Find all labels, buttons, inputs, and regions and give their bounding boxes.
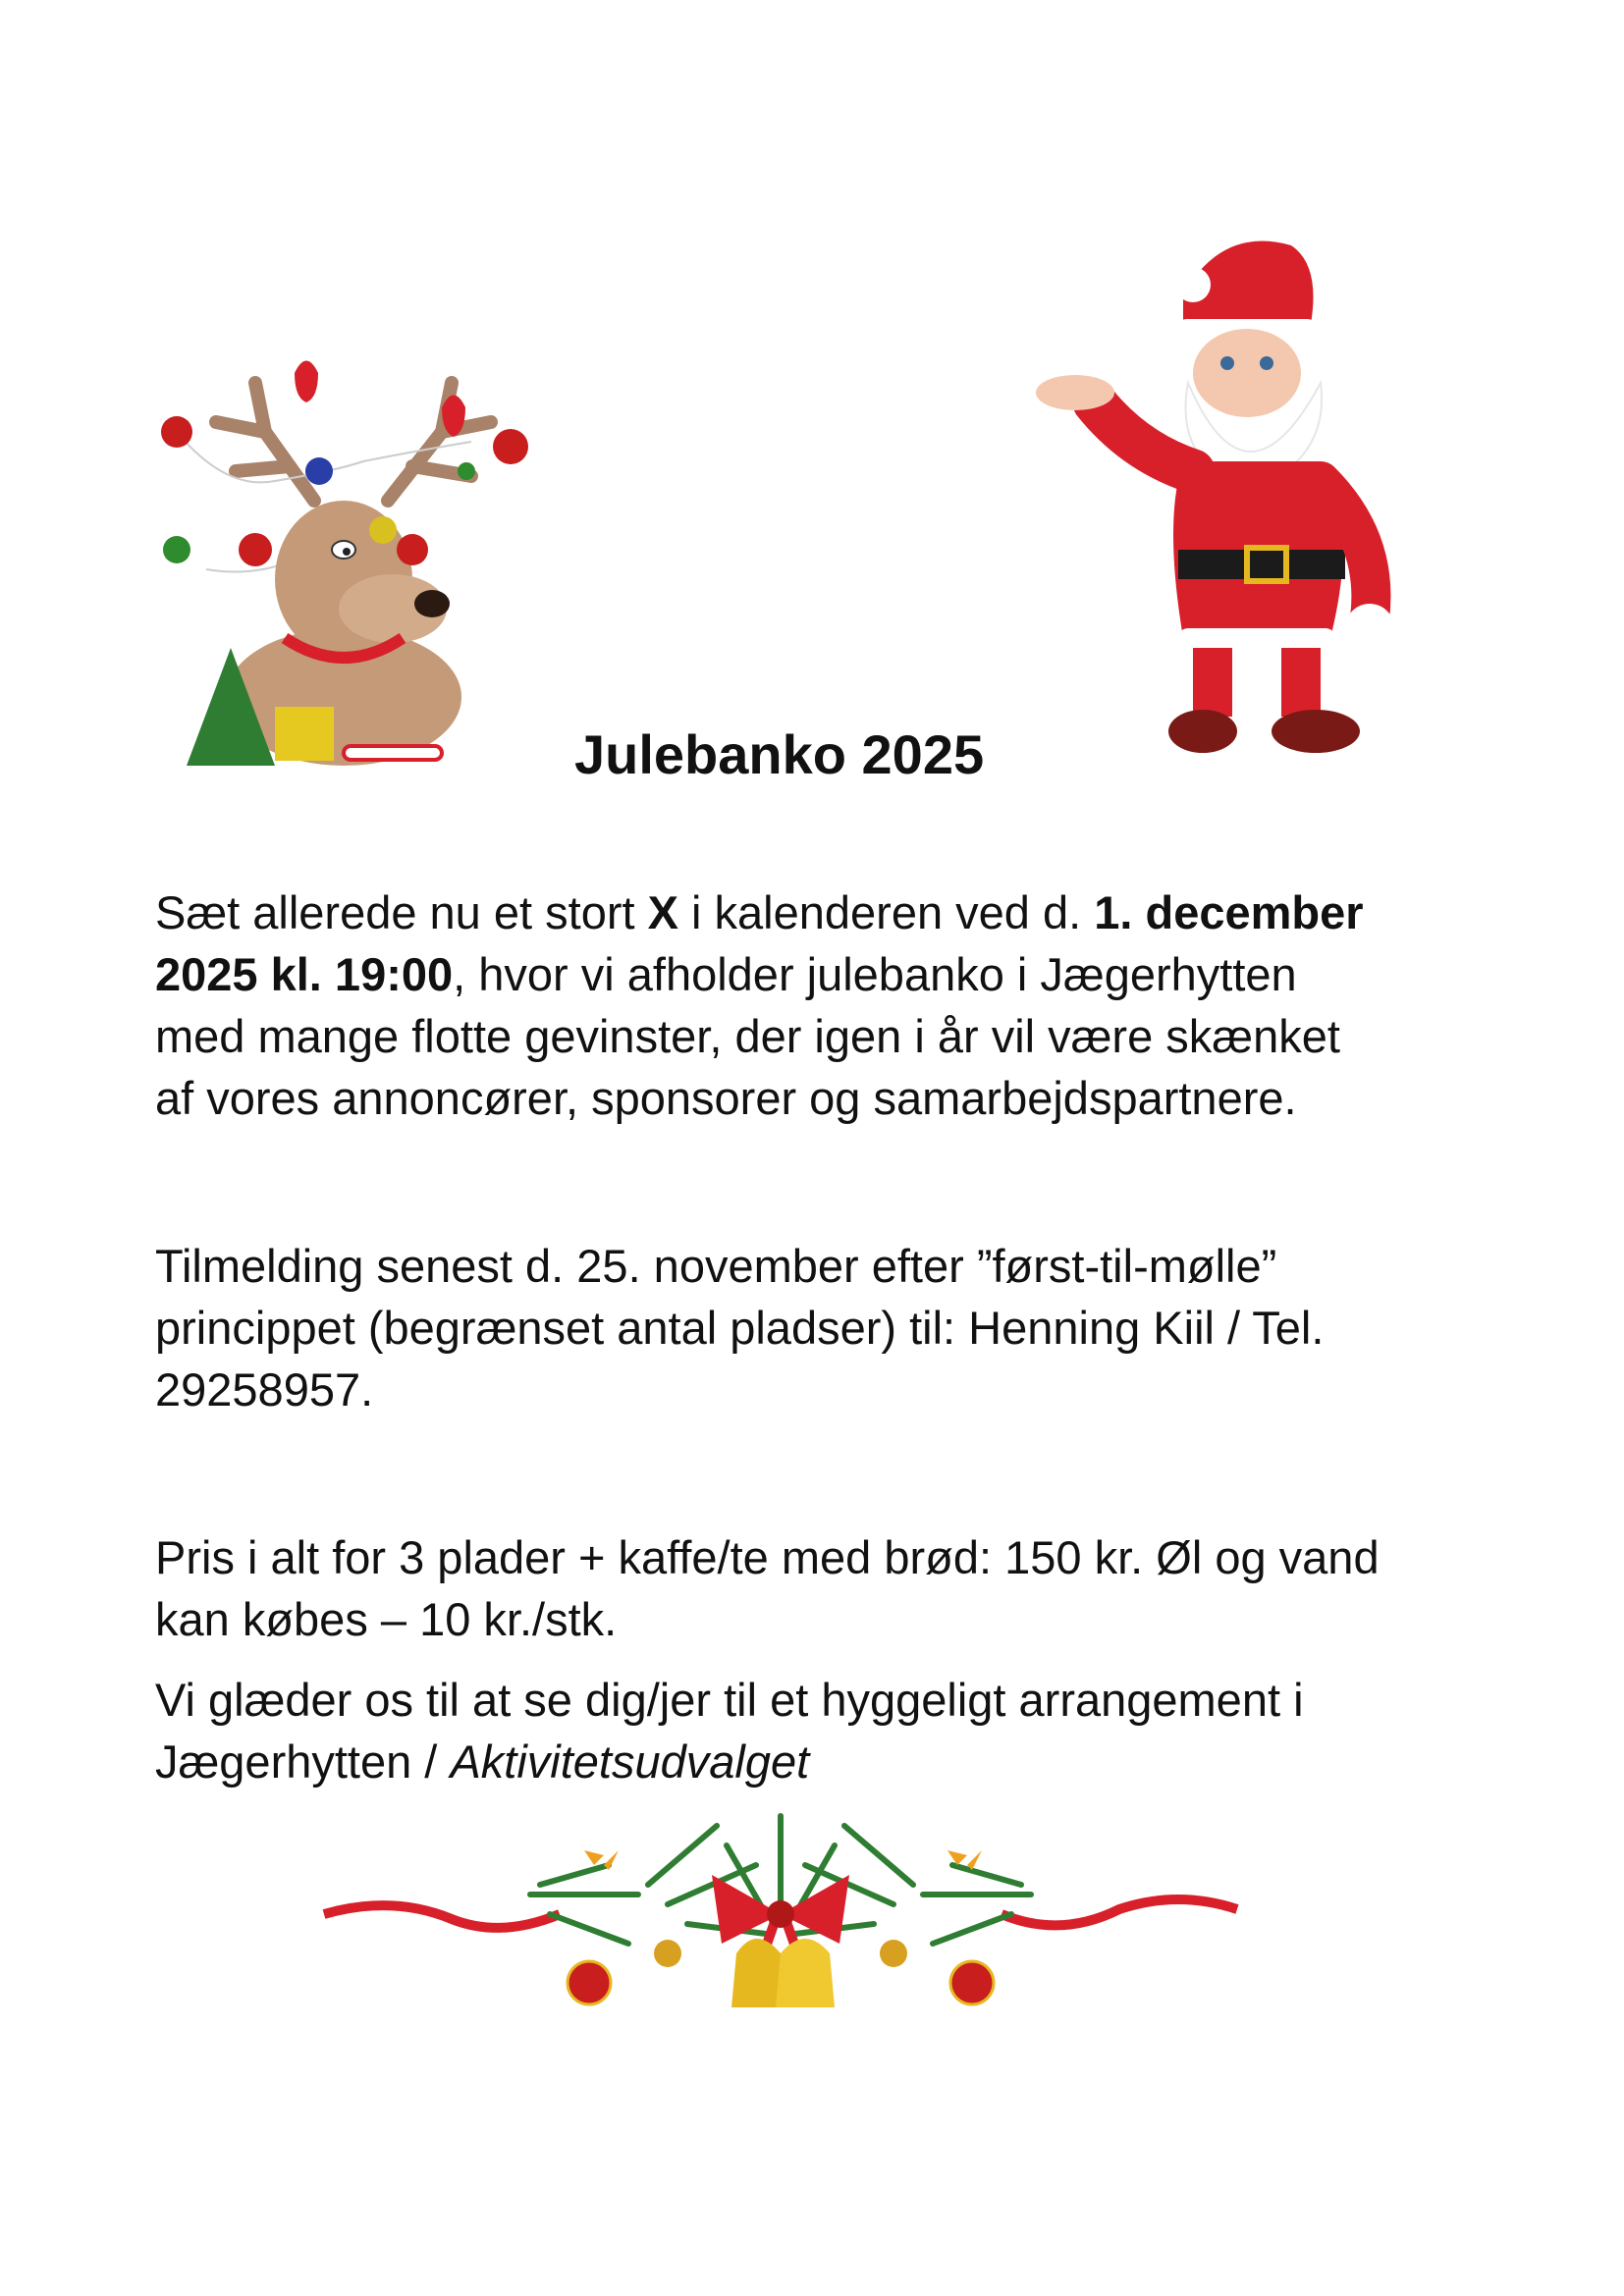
ornament-red <box>493 429 528 464</box>
ornament-blue <box>305 457 333 485</box>
text-line: kan købes – 10 kr./stk. <box>155 1593 618 1645</box>
text-line: Tilmelding senest d. 25. november efter ”først-til-mølle” <box>155 1240 1277 1292</box>
candy-cane <box>344 746 442 760</box>
ornament-ball <box>654 1940 681 1967</box>
bell-icon <box>776 1939 835 2007</box>
ribbon-left <box>324 1905 560 1928</box>
gift-box <box>275 707 334 761</box>
reindeer-illustration <box>147 353 550 785</box>
santa-hat-pompom <box>1175 267 1211 302</box>
ornament-red <box>397 534 428 565</box>
reindeer-pupil <box>343 548 351 556</box>
santa-mitten <box>1345 604 1394 653</box>
ribbon-right <box>1001 1899 1237 1925</box>
text-line: Sæt allerede nu et stort X i kalenderen ved d. 1. december <box>155 886 1364 938</box>
text-line: princippet (begrænset antal pladser) til: Henning Kiil / Tel. <box>155 1302 1325 1354</box>
santa-leg <box>1281 648 1321 717</box>
santa-boot <box>1272 710 1360 753</box>
text-line: af vores annoncører, sponsorer og samarbejdspartnere. <box>155 1072 1297 1124</box>
price-paragraph <box>155 1526 1530 1650</box>
ornament-ball <box>950 1961 994 2004</box>
registration-paragraph <box>155 1235 1530 1420</box>
ornament-green <box>458 462 475 480</box>
santa-boot <box>1168 710 1237 753</box>
event-time: 2025 kl. 19:00 <box>155 948 454 1000</box>
ornament-red <box>161 416 192 448</box>
text-line: med mange flotte gevinster, der igen i år vil være skænket <box>155 1010 1340 1062</box>
emphasis-x: X <box>647 886 678 938</box>
text-line: 2025 kl. 19:00, hvor vi afholder julebanko i Jægerhytten <box>155 948 1297 1000</box>
reindeer-nose <box>414 590 450 617</box>
santa-eye <box>1260 356 1273 370</box>
ornament-ball <box>880 1940 907 1967</box>
phone-number: 29258957. <box>155 1363 374 1415</box>
santa-eye <box>1220 356 1234 370</box>
text-line: Pris i alt for 3 plader + kaffe/te med brød: 150 kr. Øl og vand <box>155 1531 1380 1583</box>
ornament-ball <box>568 1961 611 2004</box>
christmas-garland <box>314 1806 1247 2052</box>
announcement-paragraph <box>155 881 1530 1129</box>
text-line: Vi glæder os til at se dig/jer til et hyggeligt arrangement i <box>155 1674 1304 1726</box>
bulb-red <box>295 361 318 403</box>
bow-knot <box>767 1900 794 1928</box>
closing-paragraph <box>155 1669 1530 1792</box>
santa-leg <box>1193 648 1232 717</box>
santa-illustration <box>1036 226 1448 795</box>
santa-belt <box>1178 550 1345 579</box>
ornament-green <box>163 536 190 563</box>
santa-arm <box>1095 402 1193 471</box>
santa-face <box>1193 329 1301 417</box>
santa-hand <box>1036 375 1114 410</box>
event-date: 1. december <box>1094 886 1364 938</box>
signature: Aktivitetsudvalget <box>450 1735 810 1788</box>
page-title: Julebanko 2025 <box>574 723 985 785</box>
text-line: Jægerhytten / Aktivitetsudvalget <box>155 1735 810 1788</box>
ornament-red <box>239 533 272 566</box>
ornament-yellow <box>369 516 397 544</box>
